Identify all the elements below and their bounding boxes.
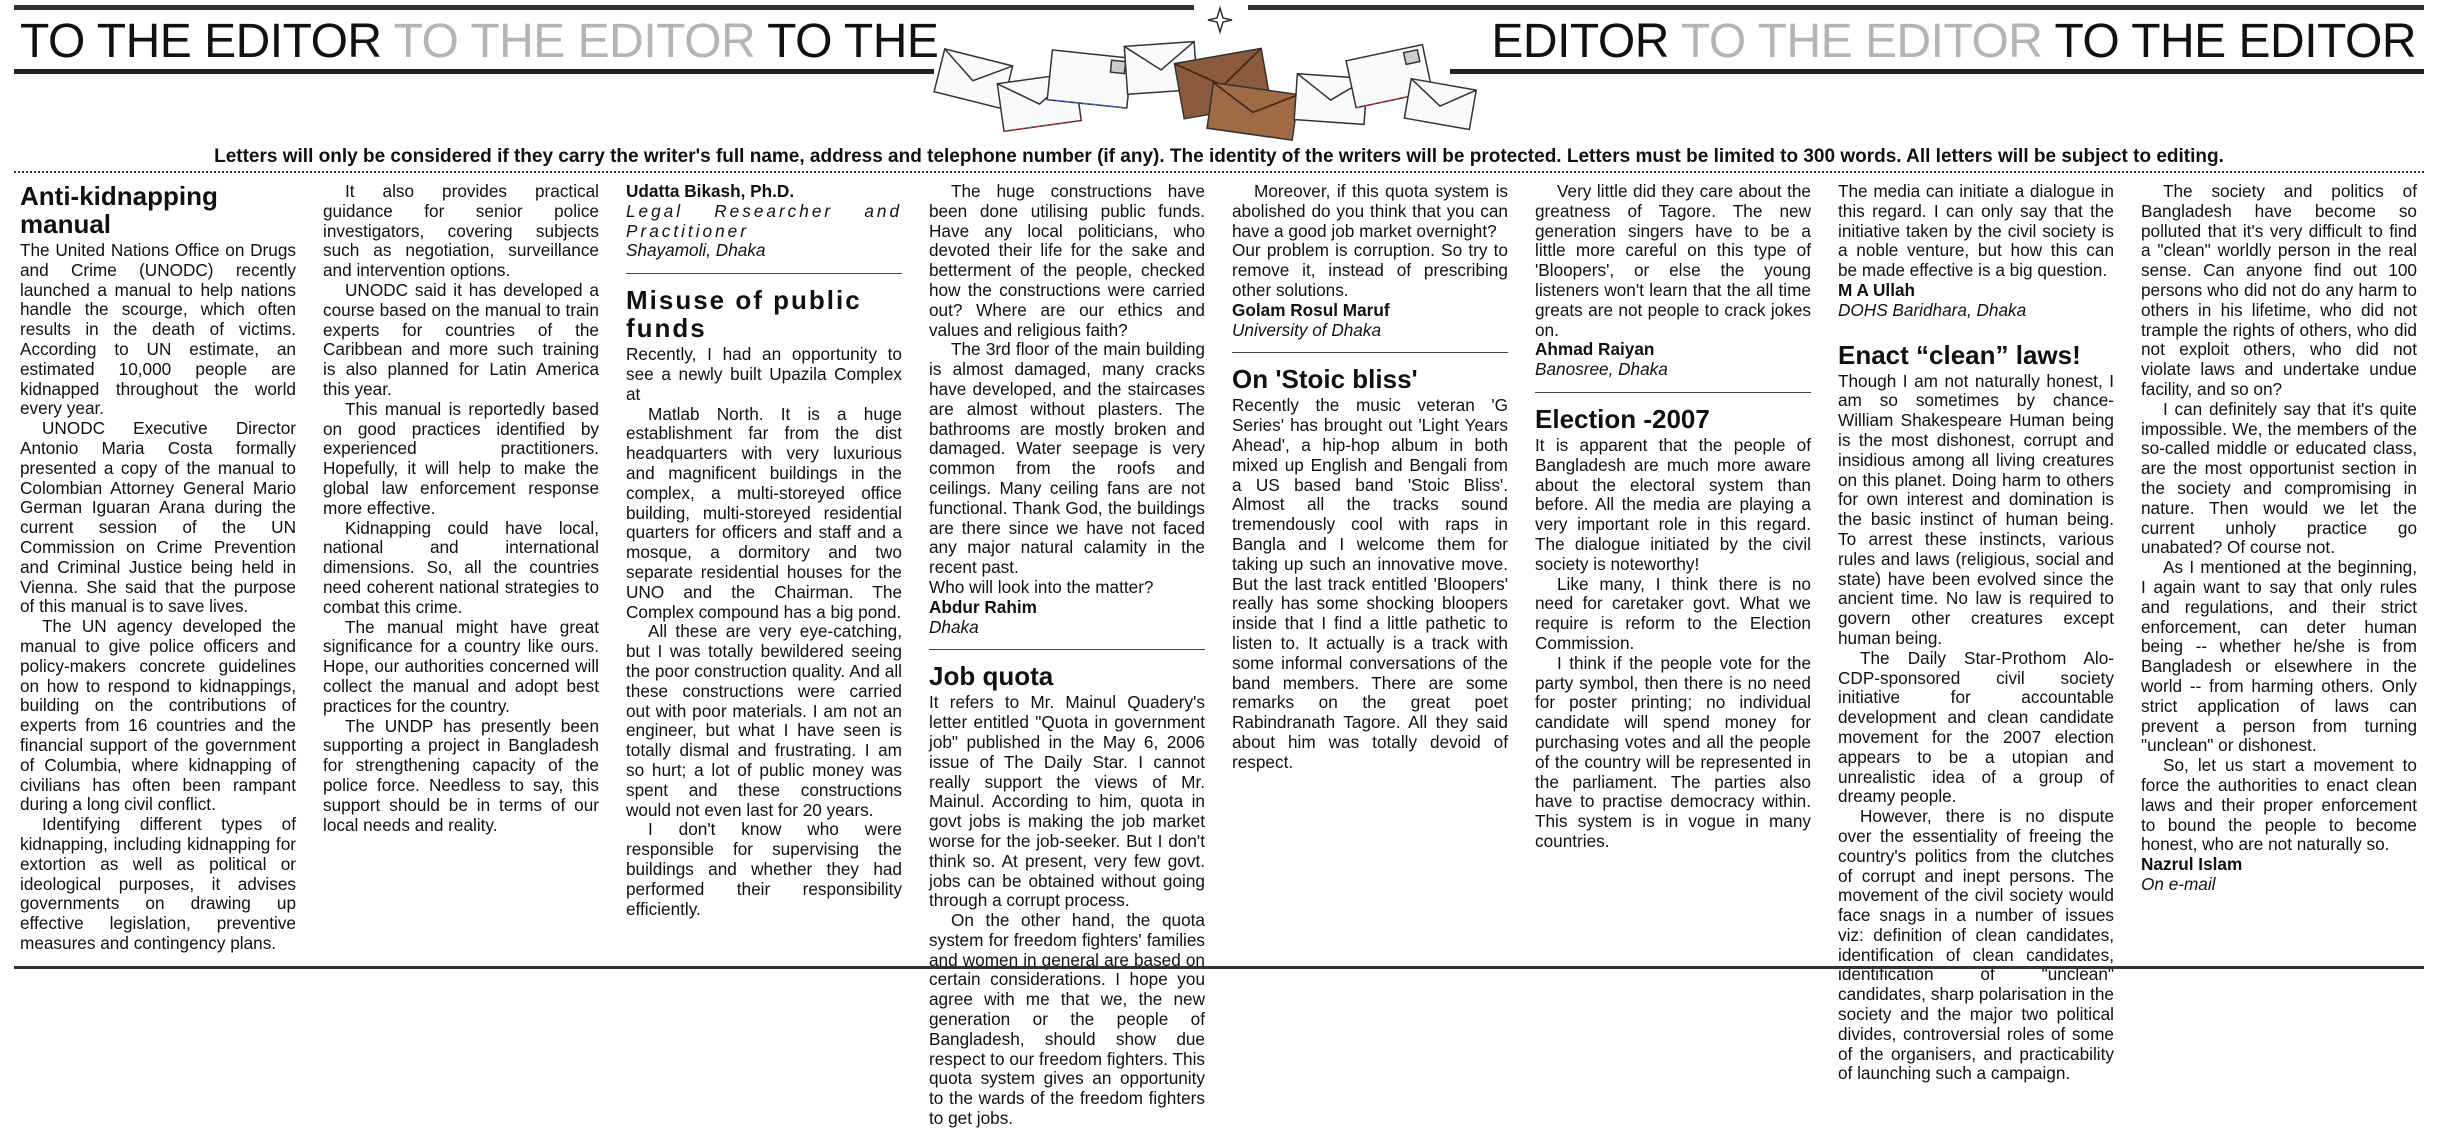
paragraph: The 3rd floor of the main building is almost damaged, many cracks have developed, and the staircases are almost without plasters. The bathrooms are mostly broken and damaged. Water seepage is very common from the roofs and ceilings. Many ceiling fans are not functional. Thank God, the buildings are there since we have not faced any major natural calamity in the recent past. <box>929 339 1205 578</box>
paragraph: Like many, I think there is no need for caretaker govt. What we require is reform to the Election Commission. <box>1535 573 1811 653</box>
column-2 <box>323 182 599 962</box>
masthead <box>0 0 2438 167</box>
letter-divider <box>626 273 902 274</box>
signature: Udatta Bikash, Ph.D. <box>626 181 795 201</box>
paragraph: Who will look into the matter? <box>929 576 1154 597</box>
affiliation: Banosree, Dhaka <box>1535 359 1668 380</box>
masthead-title-right: EDITOR TO THE EDITOR TO THE EDITOR <box>1491 15 2416 68</box>
letter-title: On 'Stoic bliss' <box>1232 364 1418 395</box>
paragraph: The UN agency developed the manual to give police officers and policy-makers concrete guidelines on how to respond to kidnappings, building on the contributions of experts from 16 countries and the financial support of the government of Columbia, where kidnapping of civilians has often been rampant during a long civil conflict. <box>20 616 296 815</box>
paragraph: Very little did they care about the greatness of Tagore. The new generation singers have to be a little more careful on this type of 'Bloopers', or else the young listeners won't learn that the all time greats are not people to crack jokes on. <box>1535 181 1811 340</box>
paragraph: The United Nations Office on Drugs and Crime (UNODC) recently launched a manual to help nations handle the scourge, which often results in the death of victims. According to UN estimate, an estimated 10,000 people are kidnapped throughout the world every year. <box>20 240 296 419</box>
rule-left <box>14 69 934 74</box>
column-3 <box>626 182 902 962</box>
letter-divider <box>1232 352 1508 353</box>
column-4 <box>929 181 1205 1129</box>
dotted-divider <box>14 171 2424 173</box>
paragraph: The huge constructions have been done utilising public funds. Have any local politicians, who devoted their life for the sake and betterment of the people, checked how the constructions were carried out? Where are our ethics and values and religious faith? <box>929 181 1205 340</box>
paragraph: It refers to Mr. Mainul Quadery's letter entitled "Quota in government job" published in the May 6, 2006 issue of The Daily Star. I cannot really support the views of Mr. Mainul. According to him, quota in govt jobs is making the job market worse for the job-seeker. But I don't think so. At present, very few govt. jobs can be obtained without going through a corrupt process. <box>929 692 1205 911</box>
letter-title: Election -2007 <box>1535 403 1710 434</box>
paragraph: This manual is reportedly based on good practices identified by experienced practitioners. Hopefully, it will help to make the global law enforcement response more effective. <box>323 398 599 518</box>
paragraph: The media can initiate a dialogue in this regard. I can only say that the initiative taken by the civil society is a noble venture, but how this can be made effective is a big question. <box>1838 181 2114 281</box>
letter-divider <box>1535 392 1811 393</box>
affiliation: University of Dhaka <box>1232 319 1382 340</box>
envelopes-icon <box>920 0 1480 140</box>
paragraph: The UNDP has presently been supporting a project in Bangladesh for strengthening capacity of the police force. Needless to say, this support should be in terms of our local needs and reality. <box>323 715 599 835</box>
paragraph: Though I am not naturally honest, I am so sometimes by chance- William Shakespeare Human being is the most dishonest, corrupt and insidious among all living creatures on this planet. Doing harm to others for own interest and domination is the basic instinct of human being. To arrest these instincts, various rules and laws (religious, social and state) have been evolved since the ancient time. No law is required to govern other creatures except human being. <box>1838 370 2114 648</box>
letter-title: Enact “clean” laws! <box>1838 339 2081 370</box>
bottom-rule <box>14 966 2424 969</box>
column-8 <box>2141 182 2417 962</box>
rule-right <box>1450 69 2424 74</box>
column-6 <box>1535 182 1811 962</box>
paragraph: Our problem is corruption. So try to remove it, instead of prescribing other solutions. <box>1232 240 1508 300</box>
paragraph: It is apparent that the people of Bangladesh are much more aware about the electoral system than before. All the media are playing a very important role in this regard. The dialogue initiated by the civil society is noteworthy! <box>1535 434 1811 574</box>
paragraph: Moreover, if this quota system is abolished do you think that you can have a good job market overnight? <box>1232 181 1508 241</box>
paragraph: Recently the music veteran 'G Series' has brought out 'Light Years Ahead', a hip-hop album in both mixed up English and Bengali from a US based band 'Stoic Bliss'. Almost all the tracks sound tremendously cool with raps in Bangla and I welcome them for taking up such an innovative move. But the last track entitled 'Bloopers' really has some shocking bloopers inside that I find a little pathetic to listen to. It actually is a track with some informal conversations of the band members. There are some remarks on the great poet Rabindranath Tagore. All they said about him was totally devoid of respect. <box>1232 395 1508 772</box>
paragraph: Identifying different types of kidnapping, including kidnapping for extortion as well as political or ideological purposes, it advises governments on drawing up effective legislation, preventive measures and contingency plans. <box>20 814 296 953</box>
submission-notice: Letters will only be considered if they carry the writer's full name, address and telephone number (if any). The identity of the writers will be protected. Letters must be limited to 300 words. All letters will be subject to editing. <box>214 146 2224 167</box>
signature: Nazrul Islam <box>2141 854 2243 875</box>
paragraph: Recently, I had an opportunity to see a newly built Upazila Complex at <box>626 344 902 404</box>
paragraph: Matlab North. It is a huge establishment far from the dist headquarters with very luxurious and magnificent buildings in the complex, a multi-storeyed office building, multi-storeyed residential quarters for officers and staff and a mosque, a dormitory and two separate residential houses for the UNO and the Chairman. The Complex compound has a big pond. <box>626 403 902 622</box>
paragraph: All these are very eye-catching, but I was totally bewildered seeing the poor construction quality. And all these constructions were carried out with poor materials. I am not an engineer, but what I have seen is totally dismal and frustrating. I am so hurt; a lot of public money was spent and these constructions would not even last for 20 years. <box>626 621 902 820</box>
paragraph: It also provides practical guidance for senior police investigators, covering subjects such as negotiation, surveillance and intervention options. <box>323 181 599 281</box>
affiliation: Dhaka <box>929 616 979 637</box>
paragraph: I don't know who were responsible for supervising the buildings and whether they had performed their responsibility efficiently. <box>626 819 902 919</box>
signature: M A Ullah <box>1838 279 1916 300</box>
paragraph: I can definitely say that it's quite impossible. We, the members of the so-called middle or educated class, are the most opportunist section in the society and compromising in nature. Then would we let the current unholy practice go unabated? Of course not. <box>2141 398 2417 558</box>
column-5 <box>1232 182 1508 962</box>
letter-title: Anti-kidnapping manual <box>20 181 218 239</box>
paragraph: UNODC said it has developed a course based on the manual to train experts for countries of the Caribbean and more such training is also planned for Latin America this year. <box>323 279 599 399</box>
paragraph: I think if the people vote for the party symbol, then there is no need for poster printing; no individual candidate will spend money for purchasing votes and all the people of the country will be represented in the parliament. The parties also have to practise democracy within. This system is in vogue in many countries. <box>1535 652 1811 851</box>
paragraph: The Daily Star-Prothom Alo-CDP-sponsored civil society initiative for accountable development and clean candidate movement for the 2007 election appears to be a utopian and unrealistic idea of a group of dreamy people. <box>1838 647 2114 807</box>
signature: Ahmad Raiyan <box>1535 339 1655 360</box>
column-1 <box>20 182 296 962</box>
masthead-title-left: TO THE EDITOR TO THE EDITOR TO THE <box>20 15 939 68</box>
letter-divider <box>929 649 1205 650</box>
affiliation: On e-mail <box>2141 873 2216 894</box>
paragraph: However, there is no dispute over the essentiality of freeing the country's politics from the clutches of corrupt and inept persons. The movement of the civil society would face snags in a number of issues viz: definition of clean candidates, identification of clean candidates, identification of "unclean" candidates, sharp polarisation in the society and the major two political divides, controversial roles of some of the organisers, and practicability of launching such a campaign. <box>1838 806 2114 1084</box>
letter-title: Job quota <box>929 661 1054 692</box>
paragraph: On the other hand, the quota system for freedom fighters' families and women in general are based on certain considerations. I hope you agree with me that we, the new generation or the people of Bangladesh, should show due respect to our freedom fighters. This quota system gives an opportunity to the wards of the freedom fighters to get jobs. <box>929 910 1205 1129</box>
affiliation: Shayamoli, Dhaka <box>626 240 766 261</box>
paragraph: As I mentioned at the beginning, I again want to say that only rules and regulations, and their strict enforcement, can deter human being -- whether he/she is from Bangladesh or elsewhere in the world -- from harming others. Only strict application of laws can prevent a person from turning "unclean" or dishonest. <box>2141 557 2417 756</box>
paragraph: Kidnapping could have local, national and international dimensions. So, all the countries need coherent national strategies to combat this crime. <box>323 517 599 617</box>
paragraph: UNODC Executive Director Antonio Maria Costa formally presented a copy of the manual to Colombian Attorney General Mario German Iguaran Arana during the current session of the UN Commission on Crime Prevention and Criminal Justice being held in Vienna. She said that the purpose of this manual is to save lives. <box>20 418 296 617</box>
paragraph: So, let us start a movement to force the authorities to enact clean laws and their proper enforcement to bound the people to become honest, who are not naturally so. <box>2141 755 2417 855</box>
column-7 <box>1838 181 2114 1084</box>
paragraph: The society and politics of Bangladesh have become so polluted that it's very difficult to find a "clean" worldly person in the real sense. Can anyone find out 100 persons who did not do any harm to others in his lifetime, who did not trample the rights of others, who did not exploit others, who did not violate laws and undertake undue facility, and so on? <box>2141 181 2417 399</box>
affiliation: DOHS Baridhara, Dhaka <box>1838 299 2027 320</box>
letter-title: Misuse of public funds <box>626 285 862 344</box>
signature: Abdur Rahim <box>929 596 1037 617</box>
paragraph: The manual might have great significance for a country like ours. Hope, our authorities concerned will collect the manual and adopt best practices for the country. <box>323 616 599 716</box>
signature: Golam Rosul Maruf <box>1232 299 1390 320</box>
affiliation: Legal Researcher and Practitioner <box>626 200 902 241</box>
